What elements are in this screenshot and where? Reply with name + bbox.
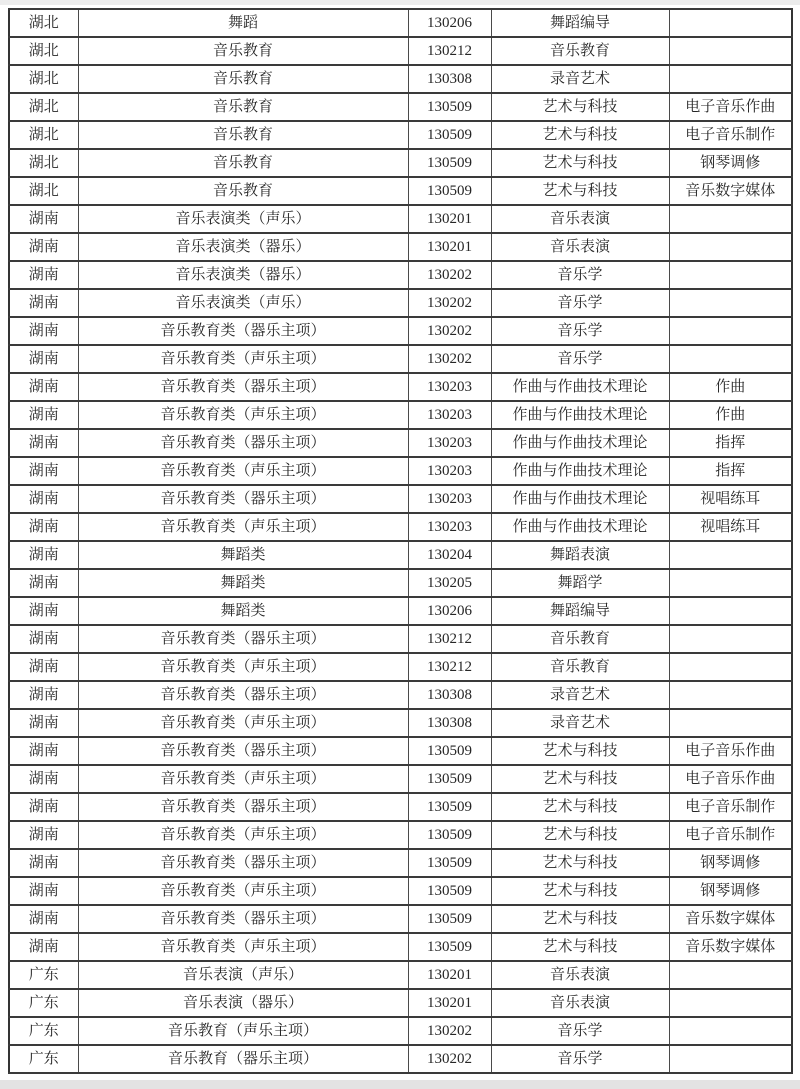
cell-province: 湖南 bbox=[9, 457, 78, 485]
table-row bbox=[9, 1017, 792, 1045]
cell-code: 130201 bbox=[408, 961, 491, 989]
cell-direction bbox=[669, 1045, 792, 1073]
cell-code: 130201 bbox=[408, 205, 491, 233]
table-row bbox=[9, 933, 792, 961]
table-row bbox=[9, 429, 792, 457]
cell-category: 舞蹈类 bbox=[78, 597, 408, 625]
cell-category: 音乐教育类（器乐主项） bbox=[78, 849, 408, 877]
table-row bbox=[9, 373, 792, 401]
cell-category: 音乐教育（器乐主项） bbox=[78, 1045, 408, 1073]
cell-major: 音乐教育 bbox=[491, 37, 669, 65]
cell-code: 130509 bbox=[408, 821, 491, 849]
cell-code: 130201 bbox=[408, 233, 491, 261]
table-row bbox=[9, 93, 792, 121]
cell-code: 130509 bbox=[408, 933, 491, 961]
cell-code: 130203 bbox=[408, 429, 491, 457]
cell-category: 音乐教育 bbox=[78, 177, 408, 205]
cell-province: 湖南 bbox=[9, 765, 78, 793]
table-row bbox=[9, 597, 792, 625]
cell-province: 湖南 bbox=[9, 289, 78, 317]
cell-code: 130202 bbox=[408, 1045, 491, 1073]
cell-major: 音乐表演 bbox=[491, 205, 669, 233]
cell-code: 130202 bbox=[408, 317, 491, 345]
cell-direction: 指挥 bbox=[669, 457, 792, 485]
cell-code: 130212 bbox=[408, 37, 491, 65]
table-row bbox=[9, 849, 792, 877]
cell-category: 音乐教育类（器乐主项） bbox=[78, 681, 408, 709]
cell-category: 音乐表演类（器乐） bbox=[78, 233, 408, 261]
cell-major: 艺术与科技 bbox=[491, 121, 669, 149]
table-row bbox=[9, 121, 792, 149]
cell-direction bbox=[669, 261, 792, 289]
cell-major: 音乐学 bbox=[491, 261, 669, 289]
cell-direction: 钢琴调修 bbox=[669, 149, 792, 177]
cell-direction: 钢琴调修 bbox=[669, 849, 792, 877]
cell-direction: 电子音乐制作 bbox=[669, 793, 792, 821]
table-row bbox=[9, 569, 792, 597]
table-row bbox=[9, 261, 792, 289]
cell-category: 音乐教育 bbox=[78, 121, 408, 149]
cell-category: 音乐表演类（声乐） bbox=[78, 205, 408, 233]
cell-code: 130201 bbox=[408, 989, 491, 1017]
program-table bbox=[8, 8, 793, 1074]
cell-major: 录音艺术 bbox=[491, 709, 669, 737]
cell-province: 湖南 bbox=[9, 429, 78, 457]
cell-province: 湖北 bbox=[9, 121, 78, 149]
cell-province: 湖南 bbox=[9, 373, 78, 401]
cell-province: 湖南 bbox=[9, 205, 78, 233]
cell-code: 130203 bbox=[408, 457, 491, 485]
cell-direction bbox=[669, 317, 792, 345]
cell-major: 舞蹈学 bbox=[491, 569, 669, 597]
cell-code: 130509 bbox=[408, 793, 491, 821]
cell-major: 作曲与作曲技术理论 bbox=[491, 373, 669, 401]
cell-direction bbox=[669, 37, 792, 65]
cell-major: 艺术与科技 bbox=[491, 933, 669, 961]
cell-direction: 音乐数字媒体 bbox=[669, 933, 792, 961]
cell-category: 音乐教育类（声乐主项） bbox=[78, 401, 408, 429]
cell-code: 130206 bbox=[408, 9, 491, 37]
cell-code: 130308 bbox=[408, 65, 491, 93]
table-row bbox=[9, 709, 792, 737]
scan-edge-bottom bbox=[0, 1080, 800, 1089]
cell-direction bbox=[669, 541, 792, 569]
cell-category: 音乐教育类（器乐主项） bbox=[78, 737, 408, 765]
cell-province: 湖南 bbox=[9, 933, 78, 961]
table-row bbox=[9, 821, 792, 849]
cell-direction: 视唱练耳 bbox=[669, 513, 792, 541]
cell-province: 湖北 bbox=[9, 177, 78, 205]
cell-major: 艺术与科技 bbox=[491, 849, 669, 877]
cell-direction bbox=[669, 681, 792, 709]
cell-category: 音乐教育类（器乐主项） bbox=[78, 317, 408, 345]
cell-province: 湖北 bbox=[9, 9, 78, 37]
cell-category: 音乐教育类（声乐主项） bbox=[78, 513, 408, 541]
table-row bbox=[9, 541, 792, 569]
cell-direction bbox=[669, 989, 792, 1017]
cell-major: 音乐学 bbox=[491, 317, 669, 345]
cell-major: 音乐表演 bbox=[491, 961, 669, 989]
cell-province: 湖南 bbox=[9, 233, 78, 261]
cell-province: 湖南 bbox=[9, 597, 78, 625]
cell-major: 舞蹈编导 bbox=[491, 597, 669, 625]
scan-edge-top bbox=[0, 0, 800, 5]
cell-direction: 作曲 bbox=[669, 373, 792, 401]
cell-province: 广东 bbox=[9, 989, 78, 1017]
cell-province: 湖南 bbox=[9, 681, 78, 709]
cell-code: 130204 bbox=[408, 541, 491, 569]
table-row bbox=[9, 65, 792, 93]
table-row bbox=[9, 765, 792, 793]
cell-direction bbox=[669, 625, 792, 653]
table-row bbox=[9, 1045, 792, 1073]
table-row bbox=[9, 625, 792, 653]
cell-code: 130509 bbox=[408, 765, 491, 793]
cell-category: 舞蹈 bbox=[78, 9, 408, 37]
cell-category: 舞蹈类 bbox=[78, 541, 408, 569]
cell-province: 湖北 bbox=[9, 93, 78, 121]
cell-code: 130202 bbox=[408, 1017, 491, 1045]
cell-direction: 指挥 bbox=[669, 429, 792, 457]
cell-province: 湖南 bbox=[9, 877, 78, 905]
cell-category: 音乐表演（器乐） bbox=[78, 989, 408, 1017]
cell-code: 130509 bbox=[408, 177, 491, 205]
cell-major: 录音艺术 bbox=[491, 681, 669, 709]
cell-province: 湖南 bbox=[9, 401, 78, 429]
cell-code: 130203 bbox=[408, 401, 491, 429]
cell-category: 音乐教育类（声乐主项） bbox=[78, 709, 408, 737]
cell-code: 130202 bbox=[408, 261, 491, 289]
table-row bbox=[9, 401, 792, 429]
cell-code: 130509 bbox=[408, 121, 491, 149]
cell-major: 音乐学 bbox=[491, 1045, 669, 1073]
cell-code: 130206 bbox=[408, 597, 491, 625]
table-row bbox=[9, 961, 792, 989]
cell-category: 音乐教育类（器乐主项） bbox=[78, 905, 408, 933]
table-row bbox=[9, 681, 792, 709]
cell-code: 130202 bbox=[408, 345, 491, 373]
cell-direction: 电子音乐作曲 bbox=[669, 737, 792, 765]
cell-category: 音乐教育类（器乐主项） bbox=[78, 793, 408, 821]
cell-province: 湖南 bbox=[9, 541, 78, 569]
cell-province: 湖北 bbox=[9, 37, 78, 65]
table-row bbox=[9, 653, 792, 681]
cell-category: 音乐教育类（声乐主项） bbox=[78, 653, 408, 681]
cell-direction: 音乐数字媒体 bbox=[669, 177, 792, 205]
cell-category: 音乐教育类（声乐主项） bbox=[78, 457, 408, 485]
cell-code: 130509 bbox=[408, 737, 491, 765]
cell-direction: 电子音乐制作 bbox=[669, 121, 792, 149]
table-row bbox=[9, 289, 792, 317]
cell-direction: 音乐数字媒体 bbox=[669, 905, 792, 933]
cell-category: 音乐教育类（器乐主项） bbox=[78, 429, 408, 457]
table-row bbox=[9, 37, 792, 65]
cell-province: 湖南 bbox=[9, 485, 78, 513]
cell-province: 湖南 bbox=[9, 261, 78, 289]
cell-province: 广东 bbox=[9, 961, 78, 989]
cell-province: 湖南 bbox=[9, 653, 78, 681]
table-row bbox=[9, 989, 792, 1017]
cell-direction bbox=[669, 569, 792, 597]
cell-code: 130509 bbox=[408, 149, 491, 177]
cell-major: 艺术与科技 bbox=[491, 905, 669, 933]
cell-direction bbox=[669, 961, 792, 989]
table-body bbox=[9, 9, 792, 1073]
cell-direction bbox=[669, 597, 792, 625]
cell-province: 广东 bbox=[9, 1017, 78, 1045]
table-row bbox=[9, 457, 792, 485]
table-row bbox=[9, 877, 792, 905]
cell-code: 130308 bbox=[408, 709, 491, 737]
cell-major: 艺术与科技 bbox=[491, 93, 669, 121]
cell-direction: 作曲 bbox=[669, 401, 792, 429]
cell-major: 艺术与科技 bbox=[491, 765, 669, 793]
cell-code: 130203 bbox=[408, 373, 491, 401]
cell-major: 艺术与科技 bbox=[491, 177, 669, 205]
cell-category: 音乐教育 bbox=[78, 65, 408, 93]
cell-direction bbox=[669, 233, 792, 261]
cell-code: 130202 bbox=[408, 289, 491, 317]
cell-code: 130203 bbox=[408, 513, 491, 541]
cell-major: 作曲与作曲技术理论 bbox=[491, 429, 669, 457]
cell-category: 音乐教育 bbox=[78, 93, 408, 121]
cell-major: 舞蹈表演 bbox=[491, 541, 669, 569]
cell-category: 音乐教育类（声乐主项） bbox=[78, 877, 408, 905]
cell-direction bbox=[669, 289, 792, 317]
cell-category: 音乐教育 bbox=[78, 37, 408, 65]
table-row bbox=[9, 233, 792, 261]
cell-province: 湖南 bbox=[9, 345, 78, 373]
table-row bbox=[9, 485, 792, 513]
table-row bbox=[9, 793, 792, 821]
cell-code: 130212 bbox=[408, 653, 491, 681]
cell-category: 音乐教育类（器乐主项） bbox=[78, 485, 408, 513]
cell-category: 音乐教育（声乐主项） bbox=[78, 1017, 408, 1045]
cell-major: 音乐表演 bbox=[491, 989, 669, 1017]
cell-direction bbox=[669, 205, 792, 233]
cell-direction bbox=[669, 653, 792, 681]
cell-category: 音乐教育类（声乐主项） bbox=[78, 345, 408, 373]
cell-category: 音乐教育类（器乐主项） bbox=[78, 373, 408, 401]
cell-province: 湖南 bbox=[9, 905, 78, 933]
cell-province: 湖南 bbox=[9, 793, 78, 821]
table-row bbox=[9, 9, 792, 37]
cell-category: 音乐教育类（声乐主项） bbox=[78, 765, 408, 793]
cell-province: 湖南 bbox=[9, 737, 78, 765]
cell-category: 舞蹈类 bbox=[78, 569, 408, 597]
cell-direction bbox=[669, 709, 792, 737]
cell-province: 广东 bbox=[9, 1045, 78, 1073]
cell-code: 130509 bbox=[408, 905, 491, 933]
cell-province: 湖南 bbox=[9, 849, 78, 877]
cell-category: 音乐教育 bbox=[78, 149, 408, 177]
cell-major: 音乐学 bbox=[491, 289, 669, 317]
cell-category: 音乐表演（声乐） bbox=[78, 961, 408, 989]
cell-category: 音乐教育类（器乐主项） bbox=[78, 625, 408, 653]
table-row bbox=[9, 205, 792, 233]
cell-major: 音乐教育 bbox=[491, 653, 669, 681]
cell-major: 作曲与作曲技术理论 bbox=[491, 457, 669, 485]
cell-province: 湖南 bbox=[9, 625, 78, 653]
cell-province: 湖北 bbox=[9, 65, 78, 93]
cell-code: 130509 bbox=[408, 93, 491, 121]
table-row bbox=[9, 177, 792, 205]
cell-direction bbox=[669, 1017, 792, 1045]
cell-direction: 钢琴调修 bbox=[669, 877, 792, 905]
cell-code: 130212 bbox=[408, 625, 491, 653]
cell-direction: 视唱练耳 bbox=[669, 485, 792, 513]
cell-province: 湖北 bbox=[9, 149, 78, 177]
cell-province: 湖南 bbox=[9, 569, 78, 597]
cell-direction: 电子音乐制作 bbox=[669, 821, 792, 849]
table-row bbox=[9, 905, 792, 933]
table-row bbox=[9, 317, 792, 345]
cell-major: 录音艺术 bbox=[491, 65, 669, 93]
cell-major: 艺术与科技 bbox=[491, 877, 669, 905]
table-row bbox=[9, 513, 792, 541]
cell-direction bbox=[669, 345, 792, 373]
cell-major: 音乐学 bbox=[491, 345, 669, 373]
cell-code: 130205 bbox=[408, 569, 491, 597]
cell-major: 艺术与科技 bbox=[491, 793, 669, 821]
cell-category: 音乐表演类（声乐） bbox=[78, 289, 408, 317]
cell-major: 作曲与作曲技术理论 bbox=[491, 513, 669, 541]
cell-major: 艺术与科技 bbox=[491, 149, 669, 177]
cell-code: 130203 bbox=[408, 485, 491, 513]
cell-major: 艺术与科技 bbox=[491, 737, 669, 765]
cell-category: 音乐表演类（器乐） bbox=[78, 261, 408, 289]
cell-direction bbox=[669, 65, 792, 93]
cell-province: 湖南 bbox=[9, 821, 78, 849]
table-row bbox=[9, 345, 792, 373]
cell-code: 130509 bbox=[408, 877, 491, 905]
cell-major: 舞蹈编导 bbox=[491, 9, 669, 37]
cell-major: 音乐教育 bbox=[491, 625, 669, 653]
cell-direction bbox=[669, 9, 792, 37]
cell-category: 音乐教育类（声乐主项） bbox=[78, 821, 408, 849]
table-row bbox=[9, 149, 792, 177]
cell-major: 艺术与科技 bbox=[491, 821, 669, 849]
cell-major: 音乐表演 bbox=[491, 233, 669, 261]
cell-code: 130509 bbox=[408, 849, 491, 877]
cell-category: 音乐教育类（声乐主项） bbox=[78, 933, 408, 961]
cell-major: 作曲与作曲技术理论 bbox=[491, 485, 669, 513]
table-row bbox=[9, 737, 792, 765]
cell-province: 湖南 bbox=[9, 513, 78, 541]
cell-province: 湖南 bbox=[9, 709, 78, 737]
cell-direction: 电子音乐作曲 bbox=[669, 765, 792, 793]
cell-direction: 电子音乐作曲 bbox=[669, 93, 792, 121]
cell-code: 130308 bbox=[408, 681, 491, 709]
cell-major: 音乐学 bbox=[491, 1017, 669, 1045]
cell-major: 作曲与作曲技术理论 bbox=[491, 401, 669, 429]
cell-province: 湖南 bbox=[9, 317, 78, 345]
